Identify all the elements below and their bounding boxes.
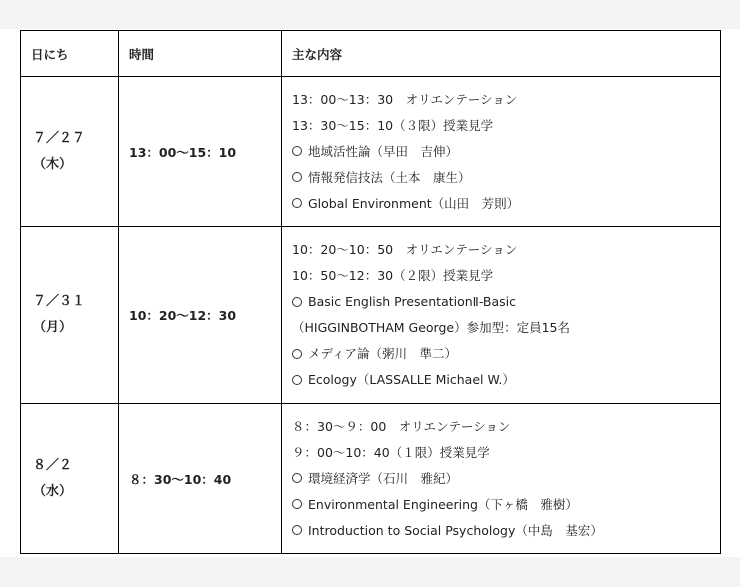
- table-row: [21, 404, 721, 554]
- circle-bullet-icon: [292, 146, 302, 156]
- time-cell: 10：20〜12：30: [119, 227, 282, 404]
- date-cell: [21, 77, 119, 227]
- class-item-label: Ecology（LASSALLE Michael W.）: [308, 372, 515, 387]
- weekday-text: （月）: [33, 320, 73, 335]
- circle-bullet-icon: [292, 375, 302, 385]
- class-item: [292, 191, 720, 217]
- header-date: 日にち: [21, 31, 119, 77]
- class-item: [292, 289, 720, 315]
- class-item-continuation: （HIGGINBOTHAM George）参加型：定員15名: [292, 320, 571, 335]
- contents-cell: [282, 227, 721, 404]
- circle-bullet-icon: [292, 525, 302, 535]
- class-item: [292, 367, 720, 393]
- class-item-label: Basic English PresentationⅡ-Basic: [308, 294, 516, 309]
- header-contents: 主な内容: [282, 31, 721, 77]
- class-item: [292, 492, 720, 518]
- date-cell: [21, 404, 119, 554]
- circle-bullet-icon: [292, 297, 302, 307]
- page-content: [0, 29, 740, 557]
- contents-cell: [282, 77, 721, 227]
- date-text: ７／２７: [33, 130, 86, 146]
- time-cell: ８：30〜10：40: [119, 404, 282, 554]
- class-item-label: メディア論（粥川 準二）: [308, 346, 458, 361]
- class-item-label: Introduction to Social Psychology（中島 基宏）: [308, 522, 603, 538]
- date-text: ７／３１: [33, 294, 86, 309]
- circle-bullet-icon: [292, 172, 302, 182]
- class-item-label: Global Environment（山田 芳則）: [308, 195, 520, 211]
- table-row: [21, 227, 721, 404]
- table-row: [21, 77, 721, 227]
- schedule-line: ８：30〜９：00 オリエンテーション: [292, 418, 511, 434]
- class-item-label: Environmental Engineering（下ヶ橋 雅樹）: [308, 496, 578, 512]
- date-cell: [21, 227, 119, 404]
- schedule-line: 13：30〜15：10（３限）授業見学: [292, 117, 494, 133]
- header-time: 時間: [119, 31, 282, 77]
- schedule-line: 10：50〜12：30（２限）授業見学: [292, 268, 494, 283]
- class-item-label: 地域活性論（早田 吉伸）: [308, 143, 459, 159]
- class-item-label: 情報発信技法（土本 康生）: [308, 169, 471, 185]
- class-item-label: 環境経済学（石川 雅紀）: [308, 470, 459, 486]
- date-text: ８／２: [33, 457, 73, 473]
- schedule-table: [20, 30, 721, 554]
- table-header-row: [21, 31, 721, 77]
- schedule-line: 13：00〜13：30 オリエンテーション: [292, 91, 518, 107]
- weekday-text: （木）: [33, 156, 73, 172]
- circle-bullet-icon: [292, 473, 302, 483]
- weekday-text: （水）: [33, 483, 73, 499]
- contents-cell: [282, 404, 721, 554]
- class-item: [292, 341, 720, 367]
- circle-bullet-icon: [292, 349, 302, 359]
- class-item: [292, 139, 720, 165]
- class-item: [292, 165, 720, 191]
- circle-bullet-icon: [292, 499, 302, 509]
- circle-bullet-icon: [292, 198, 302, 208]
- class-item: [292, 466, 720, 492]
- class-item: [292, 518, 720, 544]
- time-cell: 13：00〜15：10: [119, 77, 282, 227]
- schedule-line: ９：00〜10：40（１限）授業見学: [292, 444, 490, 460]
- schedule-line: 10：20〜10：50 オリエンテーション: [292, 242, 518, 257]
